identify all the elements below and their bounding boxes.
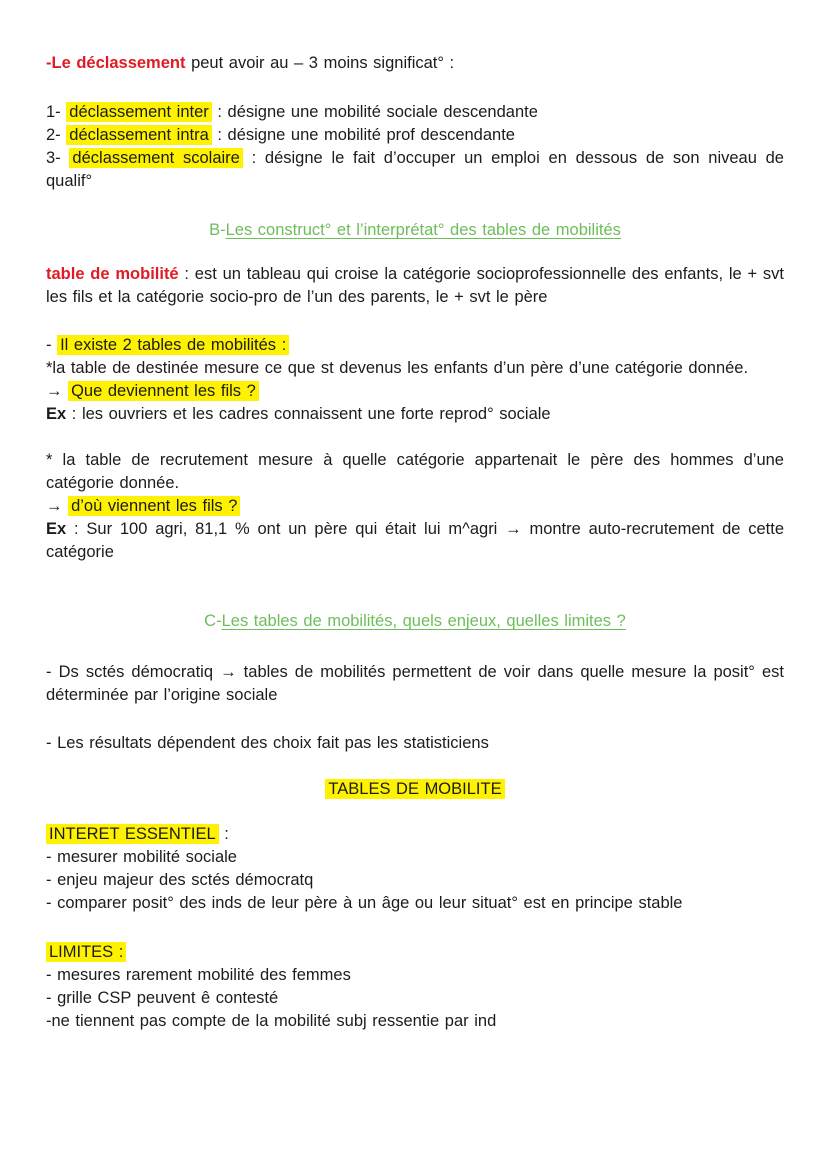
highlighted-statement: Il existe 2 tables de mobilités : [57, 335, 289, 355]
recrutement-question-line [46, 495, 784, 518]
intro-line [46, 52, 784, 75]
two-tables-line [46, 334, 784, 357]
section-heading-b [46, 219, 784, 242]
limites-section [46, 941, 784, 1033]
item-number: 1- [46, 103, 67, 121]
interet-item-1: - mesurer mobilité sociale [46, 848, 237, 866]
section-letter: C- [204, 612, 222, 630]
destinee-example-line [46, 403, 784, 426]
item-text: : désigne le fait d’occuper un emploi en dessous de son niveau de qualif° [46, 149, 784, 190]
item-text: : désigne une mobilité prof descendante [211, 126, 515, 144]
interet-heading-colon: : [218, 825, 229, 843]
section-letter: B- [209, 221, 226, 239]
arrow-right-glyph: → [46, 382, 69, 400]
interet-section [46, 823, 784, 915]
limites-heading [46, 941, 784, 964]
declassement-list [46, 101, 784, 193]
intro-text: peut avoir au – 3 moins significat° : [185, 54, 455, 72]
item-number: 2- [46, 126, 67, 144]
item-text: : désigne une mobilité sociale descendante [211, 103, 538, 121]
definition-text: : est un tableau qui croise la catégorie socioprofessionnelle des enfants, le + svt les fils et la catégorie socio-pro de l’un des parents, le + svt le père [46, 265, 784, 306]
interet-heading [46, 823, 784, 846]
highlighted-question: d’où viennent les fils ? [68, 496, 240, 516]
section-title: Les tables de mobilités, quels enjeux, quelles limites ? [221, 612, 626, 630]
section-title: Les construct° et l’interprétat° des tables de mobilités [225, 221, 621, 239]
recrutement-example-line [46, 518, 784, 564]
list-item-3 [46, 147, 784, 193]
table-destinee-block [46, 334, 784, 426]
table-mobilite-term: table de mobilité [46, 265, 179, 283]
list-item-1 [46, 101, 784, 124]
example-label: Ex [46, 520, 67, 538]
limites-item-3: -ne tiennent pas compte de la mobilité subj ressentie par ind [46, 1012, 497, 1030]
example-label: Ex [46, 405, 67, 423]
item-number: 3- [46, 149, 70, 167]
section-heading-c [46, 610, 784, 633]
limites-heading-highlight: LIMITES : [46, 942, 126, 962]
arrow-right-glyph: → [46, 497, 69, 515]
declassement-term: -Le déclassement [46, 54, 186, 72]
highlighted-term-intra: déclassement intra [66, 125, 212, 145]
interet-item-2: - enjeu majeur des sctés démocratq [46, 871, 314, 889]
interet-heading-highlight: INTERET ESSENTIEL [46, 824, 219, 844]
table-destinee-line: *la table de destinée mesure ce que st devenus les enfants d’un père d’une catégorie donnée. [46, 359, 749, 377]
interet-item-3: - comparer posit° des inds de leur père à un âge ou leur situat° est en principe stable [46, 894, 683, 912]
enjeux-paragraph: - Ds sctés démocratiq → tables de mobilités permettent de voir dans quelle mesure la posit° est déterminée par l’origine sociale [46, 663, 784, 704]
table-recrutement-line: * la table de recrutement mesure à quelle catégorie appartenait le père des hommes d’une catégorie donnée. [46, 451, 784, 492]
table-recrutement-block [46, 449, 784, 564]
destinee-question-line [46, 380, 784, 403]
banner-highlight: TABLES DE MOBILITE [325, 779, 504, 799]
example-text: : les ouvriers et les cadres connaissent une forte reprod° sociale [66, 405, 551, 423]
dash-glyph: - [46, 336, 58, 354]
limites-item-1: - mesures rarement mobilité des femmes [46, 966, 351, 984]
tables-banner [46, 778, 784, 801]
limites-item-2: - grille CSP peuvent ê contesté [46, 989, 279, 1007]
highlighted-term-inter: déclassement inter [66, 102, 212, 122]
definition-paragraph [46, 263, 784, 309]
highlighted-term-scolaire: déclassement scolaire [69, 148, 242, 168]
statisticiens-line: - Les résultats dépendent des choix fait pas les statisticiens [46, 734, 489, 752]
highlighted-question: Que deviennent les fils ? [68, 381, 259, 401]
example-text: : Sur 100 agri, 81,1 % ont un père qui était lui m^agri → montre auto-recrutement de cette catégorie [46, 520, 784, 561]
list-item-2 [46, 124, 784, 147]
